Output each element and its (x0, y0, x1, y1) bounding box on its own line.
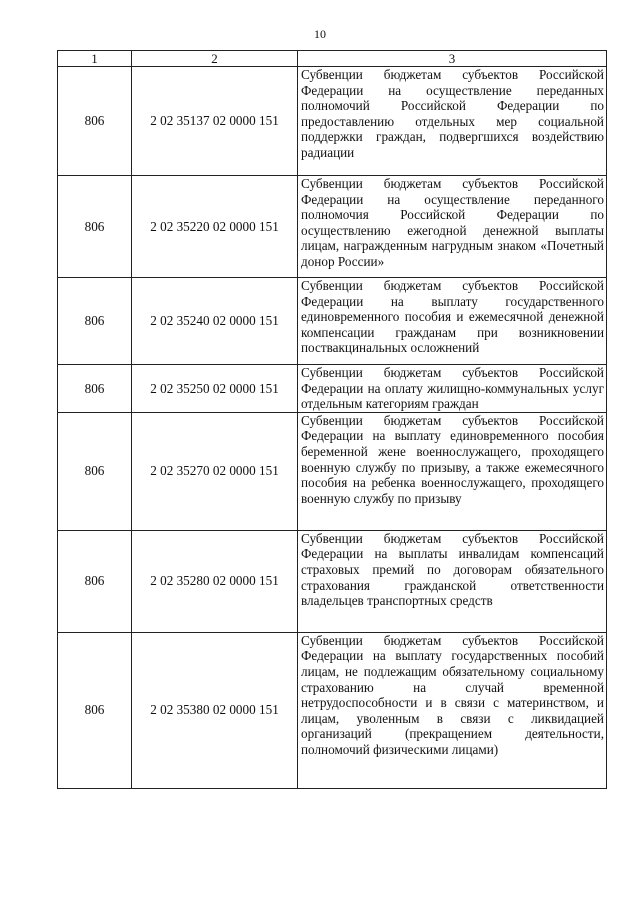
budget-code-cell: 2 02 35220 02 0000 151 (132, 176, 298, 278)
budget-code-cell: 2 02 35280 02 0000 151 (132, 530, 298, 632)
admin-code-cell: 806 (58, 632, 132, 788)
table-header-row (58, 51, 607, 67)
revenue-name-cell: Субвенции бюджетам субъектов Российской Федерации на оплату жилищно-коммунальных услуг отдельным категориям граждан (298, 365, 607, 413)
budget-code-cell: 2 02 35270 02 0000 151 (132, 412, 298, 530)
revenue-name-cell: Субвенции бюджетам субъектов Российской Федерации на выплаты инвалидам компенсаций страховых премий по договорам обязательного страхования гражданской ответственности владельцев транспортных средств (298, 530, 607, 632)
revenue-name-cell: Субвенции бюджетам субъектов Российской Федерации на осуществление переданных полномочий Российской Федерации по предоставлению отдельных мер социальной поддержки граждан, подвергшихся воздействию радиации (298, 67, 607, 176)
table-row (58, 412, 607, 530)
budget-code-cell: 2 02 35250 02 0000 151 (132, 365, 298, 413)
budget-code-cell: 2 02 35240 02 0000 151 (132, 278, 298, 365)
revenue-name-cell: Субвенции бюджетам субъектов Российской Федерации на выплату государственного единовременного пособия и ежемесячной денежной компенсации гражданам при возникновении поствакцинальных осложнений (298, 278, 607, 365)
revenue-name-cell: Субвенции бюджетам субъектов Российской Федерации на осуществление переданного полномочия Российской Федерации по осуществлению ежегодной денежной выплаты лицам, награжденным нагрудным знаком «Почетный донор России» (298, 176, 607, 278)
admin-code-cell: 806 (58, 365, 132, 413)
table-row (58, 278, 607, 365)
admin-code-cell: 806 (58, 67, 132, 176)
table-row (58, 365, 607, 413)
admin-code-cell: 806 (58, 530, 132, 632)
revenue-name-cell: Субвенции бюджетам субъектов Российской Федерации на выплату государственных пособий лицам, не подлежащим обязательному социальному страхованию на случай временной нетрудоспособности и в связи с материнством, и лицам, уволенным в связи с ликвидацией организаций (прекращением деятельности, полномочий физическими лицами) (298, 632, 607, 788)
table-row (58, 530, 607, 632)
column-header-1: 1 (58, 51, 132, 67)
admin-code-cell: 806 (58, 278, 132, 365)
column-header-3: 3 (298, 51, 607, 67)
table-row (58, 176, 607, 278)
revenue-codes-table (57, 50, 607, 789)
revenue-name-cell: Субвенции бюджетам субъектов Российской Федерации на выплату единовременного пособия беременной жене военнослужащего, проходящего военную службу по призыву, а также ежемесячного пособия на ребенка военнослужащего, проходящего военную службу по призыву (298, 412, 607, 530)
admin-code-cell: 806 (58, 176, 132, 278)
admin-code-cell: 806 (58, 412, 132, 530)
budget-code-cell: 2 02 35137 02 0000 151 (132, 67, 298, 176)
table-row (58, 632, 607, 788)
budget-code-cell: 2 02 35380 02 0000 151 (132, 632, 298, 788)
page-number: 10 (314, 27, 326, 41)
column-header-2: 2 (132, 51, 298, 67)
table-row (58, 67, 607, 176)
